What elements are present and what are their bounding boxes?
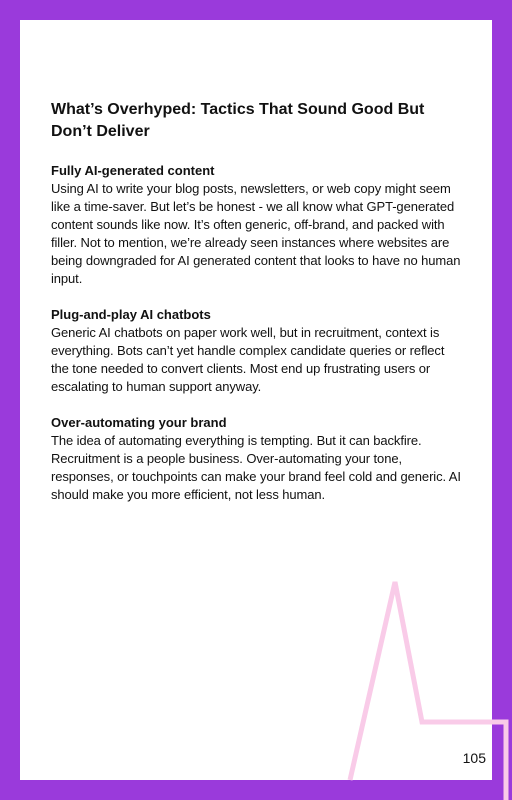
section-fully-ai-content [51, 162, 463, 288]
section-over-automating [51, 414, 463, 504]
page-number: 105 [462, 750, 486, 766]
section-heading: Fully AI-generated content [51, 163, 215, 178]
section-body: Generic AI chatbots on paper work well, but in recruitment, context is everything. Bots can’t yet handle complex candidate queries or reflect the tone needed to convert clients. Most end up frustrating users or escalating to human support anyway. [51, 325, 445, 394]
section-heading: Plug-and-play AI chatbots [51, 307, 211, 322]
document-page [20, 20, 492, 780]
section-heading: Over-automating your brand [51, 415, 227, 430]
section-body: The idea of automating everything is tempting. But it can backfire. Recruitment is a people business. Over-automating your tone, responses, or touchpoints can make your brand feel cold and generic. AI should make you more efficient, not less human. [51, 433, 461, 502]
section-ai-chatbots [51, 306, 463, 396]
section-body: Using AI to write your blog posts, newsletters, or web copy might seem like a time-saver. But let’s be honest - we all know what GPT-generated content sounds like now. It’s often generic, off-brand, and packed with filler. Not to mention, we’re already seen instances where websites are being downgraded for AI generated content that looks to have no human input. [51, 181, 461, 286]
page-content [51, 99, 463, 522]
page-title: What’s Overhyped: Tactics That Sound Good But Don’t Deliver [51, 101, 425, 140]
